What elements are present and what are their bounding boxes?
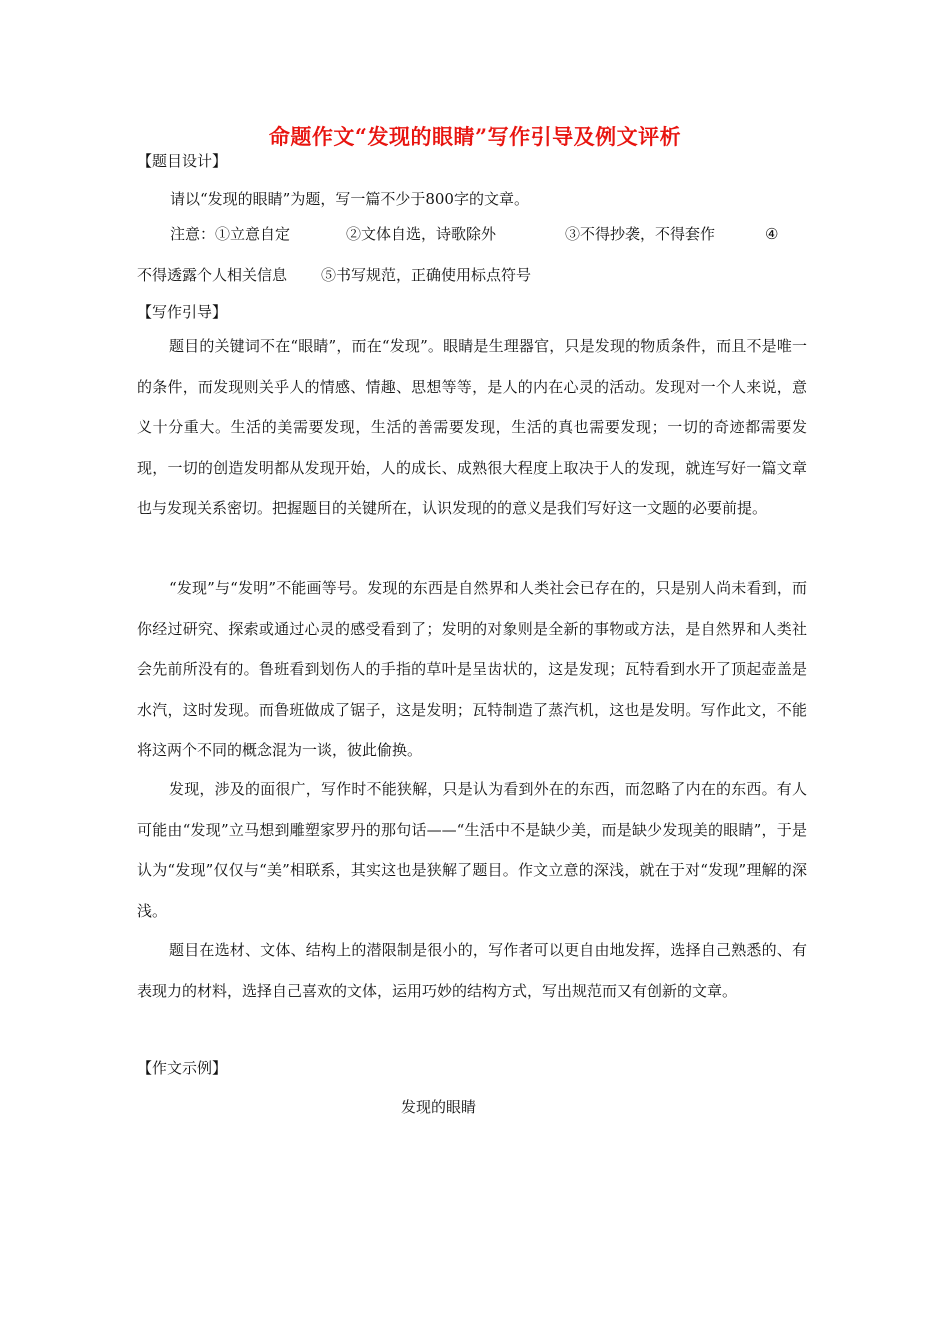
notice-item-2: ②文体自选，诗歌除外: [346, 225, 497, 243]
document-title: 命题作文“发现的眼睛”写作引导及例文评析: [268, 124, 682, 149]
section-heading-example: 【作文示例】: [137, 1059, 228, 1077]
notice-item-1: ①立意自定: [215, 225, 291, 243]
guide-paragraph-1: 题目的关键词不在“眼睛”，而在“发现”。眼睛是生理器官，只是发现的物质条件，而且不是唯一的条件，而发现则关乎人的情感、情趣、思想等等，是人的内在心灵的活动。发现对一个人来说，意义十分重大。生活的美需要发现，生活的善需要发现，生活的真也需要发现；一切的奇迹都需要发现，一切的创造发明都从发现开始，人的成长、成熟很大程度上取决于人的发现，就连写好一篇文章也与发现关系密切。把握题目的关键所在，认识发现的的意义是我们写好这一文题的必要前提。: [137, 337, 807, 517]
essay-title: 发现的眼睛: [400, 1098, 476, 1116]
guide-paragraph-4: 题目在选材、文体、结构上的潜限制是很小的，写作者可以更自由地发挥，选择自己熟悉的、有表现力的材料，选择自己喜欢的文体，运用巧妙的结构方式，写出规范而又有创新的文章。: [137, 941, 807, 1000]
notice-label: 注意：: [170, 225, 216, 243]
section-heading-topic-design: 【题目设计】: [137, 152, 228, 170]
section-heading-writing-guide: 【写作引导】: [137, 303, 228, 321]
notice-item-4-number: ④: [765, 225, 779, 243]
notice-item-5: ⑤书写规范，正确使用标点符号: [321, 266, 532, 284]
guide-paragraph-2: “发现”与“发明”不能画等号。发现的东西是自然界和人类社会已存在的，只是别人尚未看到，而你经过研究、探索或通过心灵的感受看到了；发明的对象则是全新的事物或方法，是自然界和人类社会先前所没有的。鲁班看到划伤人的手指的草叶是呈齿状的，这是发现；瓦特看到水开了顶起壶盖是水汽，这时发现。而鲁班做成了锯子，这是发明；瓦特制造了蒸汽机，这也是发明。写作此文，不能将这两个不同的概念混为一谈，彼此偷换。: [137, 579, 807, 759]
notice-row-2: [0, 263, 950, 287]
topic-prompt: 请以“发现的眼睛”为题，写一篇不少于800字的文章。: [170, 190, 529, 208]
notice-item-4-text: 不得透露个人相关信息: [137, 266, 288, 284]
guide-paragraph-3: 发现，涉及的面很广，写作时不能狭解，只是认为看到外在的东西，而忽略了内在的东西。有人可能由“发现”立马想到雕塑家罗丹的那句话——“生活中不是缺少美，而是缺少发现美的眼睛”，于是认为“发现”仅仅与“美”相联系，其实这也是狭解了题目。作文立意的深浅，就在于对“发现”理解的深浅。: [137, 780, 807, 920]
notice-row: [0, 222, 950, 246]
notice-item-3: ③不得抄袭，不得套作: [565, 225, 716, 243]
